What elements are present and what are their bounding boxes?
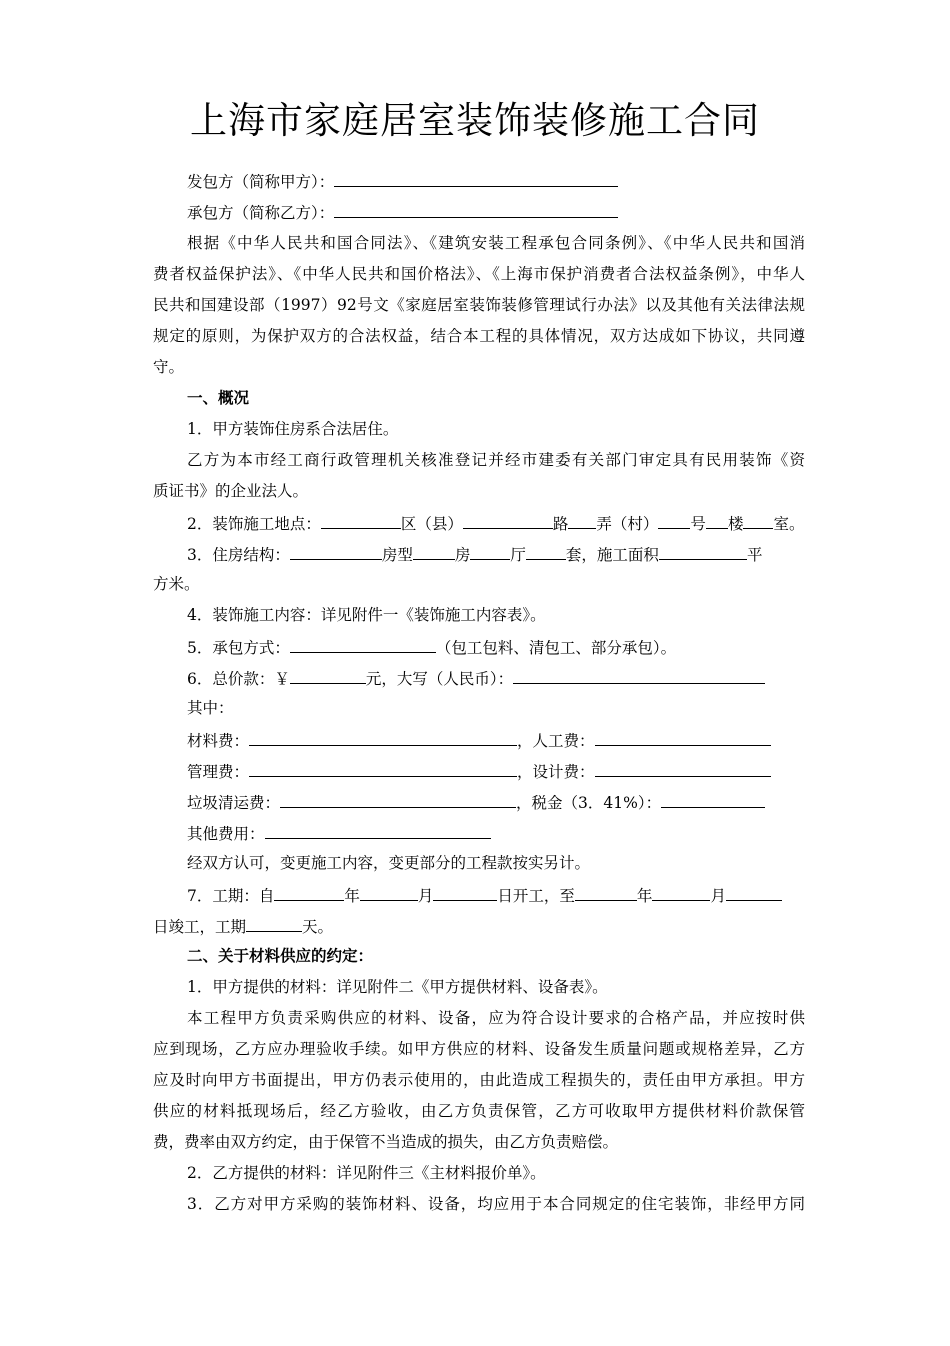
total-price-words-label: 元，大写（人民币）： bbox=[365, 670, 514, 688]
item-1-note: 乙方为本市经工商行政管理机关核准登记并经市建委有关部门审定具有民用装饰《资 bbox=[187, 451, 805, 469]
room-blank[interactable] bbox=[743, 512, 773, 529]
address-label: 2．装饰施工地点： bbox=[187, 515, 321, 533]
total-price-words-blank[interactable] bbox=[513, 667, 765, 684]
party-a-blank[interactable] bbox=[334, 170, 618, 187]
month-label: 月 bbox=[710, 887, 726, 905]
party-a-line bbox=[187, 170, 847, 192]
item-4: 4．装饰施工内容：详见附件一《装饰施工内容表》。 bbox=[187, 606, 546, 624]
labor-fee-blank[interactable] bbox=[595, 729, 771, 746]
party-b-line bbox=[187, 201, 847, 223]
labor-fee-label: ，人工费： bbox=[517, 732, 595, 750]
year-label: 年 bbox=[636, 887, 653, 905]
contract-type-label: 5．承包方式： bbox=[187, 639, 290, 657]
material-fee-label: 材料费： bbox=[187, 732, 250, 750]
preamble-line: 民共和国建设部（1997）92号文《家庭居室装饰装修管理试行办法》以及其他有关法律法规 bbox=[153, 296, 805, 314]
design-fee-blank[interactable] bbox=[595, 760, 771, 777]
party-b-label: 承包方（简称乙方）： bbox=[187, 204, 335, 222]
item-2-3: 3．乙方对甲方采购的装饰材料、设备，均应用于本合同规定的住宅装饰，非经甲方同 bbox=[187, 1195, 805, 1213]
days-blank[interactable] bbox=[246, 915, 302, 932]
building-label: 楼 bbox=[727, 515, 744, 533]
among-label: 其中： bbox=[187, 699, 234, 717]
structure-label: 3．住房结构： bbox=[187, 546, 290, 564]
end-day-blank[interactable] bbox=[726, 884, 782, 901]
garbage-fee-label: 垃圾清运费： bbox=[187, 794, 281, 812]
start-day-blank[interactable] bbox=[433, 884, 497, 901]
item-7-period bbox=[187, 884, 847, 906]
number-blank[interactable] bbox=[658, 512, 690, 529]
item-2-1: 1．甲方提供的材料：详见附件二《甲方提供材料、设备表》。 bbox=[187, 978, 608, 996]
period-label: 7．工期：自 bbox=[187, 887, 275, 905]
item-2-address bbox=[187, 512, 847, 534]
start-year-blank[interactable] bbox=[274, 884, 344, 901]
item-2-1-note: 费，费率由双方约定，由于保管不当造成的损失，由乙方负责赔偿。 bbox=[153, 1133, 619, 1151]
type-blank[interactable] bbox=[290, 543, 382, 560]
area-unit: 平 bbox=[746, 546, 763, 564]
halls-label: 厅 bbox=[510, 546, 526, 564]
preamble-line: 守。 bbox=[153, 358, 185, 376]
item-2-1-note: 本工程甲方负责采购供应的材料、设备，应为符合设计要求的合格产品，并应按时供 bbox=[187, 1009, 805, 1027]
item-6 bbox=[187, 667, 847, 689]
party-b-blank[interactable] bbox=[334, 201, 618, 218]
area-blank[interactable] bbox=[659, 543, 747, 560]
change-note: 经双方认可，变更施工内容，变更部分的工程款按实另计。 bbox=[187, 854, 591, 872]
management-fee-blank[interactable] bbox=[249, 760, 517, 777]
end-year-blank[interactable] bbox=[575, 884, 637, 901]
preamble-line: 费者权益保护法》、《中华人民共和国价格法》、《上海市保护消费者合法权益条例》，中华人 bbox=[153, 265, 805, 283]
rooms-label: 房 bbox=[454, 546, 471, 564]
garbage-fee-blank[interactable] bbox=[280, 791, 516, 808]
month-label: 月 bbox=[417, 887, 434, 905]
end-label: 日竣工，工期 bbox=[153, 918, 247, 936]
other-fee-blank[interactable] bbox=[265, 822, 491, 839]
party-a-label: 发包方（简称甲方）： bbox=[187, 173, 335, 191]
contract-type-options: （包工包料、清包工、部分承包）。 bbox=[435, 639, 677, 657]
preamble-line: 根据《中华人民共和国合同法》、《建筑安装工程承包合同条例》、《中华人民共和国消 bbox=[187, 234, 805, 252]
days-label: 天。 bbox=[302, 918, 334, 936]
item-2-1-note: 应及时向甲方书面提出，甲方仍表示使用的，由此造成工程损失的，责任由甲方承担。甲方 bbox=[153, 1071, 805, 1089]
material-fee-blank[interactable] bbox=[249, 729, 517, 746]
total-price-label: 6．总价款：￥ bbox=[187, 670, 290, 688]
page-title: 上海市家庭居室装饰装修施工合同 bbox=[190, 99, 760, 142]
garbage-tax-line bbox=[187, 791, 847, 813]
lane-label: 弄（村） bbox=[596, 515, 659, 533]
end-month-blank[interactable] bbox=[652, 884, 710, 901]
other-fee-label: 其他费用： bbox=[187, 825, 265, 843]
building-blank[interactable] bbox=[706, 512, 728, 529]
section1-heading: 一、概况 bbox=[187, 388, 250, 407]
year-label: 年 bbox=[344, 887, 360, 905]
road-blank[interactable] bbox=[463, 512, 553, 529]
area-label: 套，施工面积 bbox=[565, 546, 659, 564]
room-label: 室。 bbox=[773, 515, 805, 533]
other-fee-line bbox=[187, 822, 847, 844]
item-2-1-note: 应到现场，乙方应办理验收手续。如甲方供应的材料、设备发生质量问题或规格差异，乙方 bbox=[153, 1040, 805, 1058]
management-fee-label: 管理费： bbox=[187, 763, 250, 781]
item-3-unit: 方米。 bbox=[153, 575, 200, 593]
road-label: 路 bbox=[552, 515, 569, 533]
item-1: 1．甲方装饰住房系合法居住。 bbox=[187, 420, 399, 438]
material-labor-line bbox=[187, 729, 847, 751]
preamble-line: 规定的原则，为保护双方的合法权益，结合本工程的具体情况，双方达成如下协议，共同遵 bbox=[153, 327, 805, 345]
district-blank[interactable] bbox=[321, 512, 401, 529]
item-2-1-note: 供应的材料抵现场后，经乙方验收，由乙方负责保管，乙方可收取甲方提供材料价款保管 bbox=[153, 1102, 805, 1120]
item-2-2: 2．乙方提供的材料：详见附件三《主材料报价单》。 bbox=[187, 1164, 546, 1182]
tax-blank[interactable] bbox=[661, 791, 765, 808]
district-label: 区（县） bbox=[400, 515, 463, 533]
section2-heading: 二、关于材料供应的约定： bbox=[187, 946, 374, 965]
total-price-blank[interactable] bbox=[290, 667, 366, 684]
rooms-blank[interactable] bbox=[413, 543, 455, 560]
tax-label: ，税金（3．41%）： bbox=[516, 794, 662, 812]
item-3-structure bbox=[187, 543, 847, 565]
item-5 bbox=[187, 636, 847, 658]
management-design-line bbox=[187, 760, 847, 782]
item-7-end bbox=[153, 915, 813, 937]
item-1-note: 质证书》的企业法人。 bbox=[153, 482, 309, 500]
start-month-blank[interactable] bbox=[360, 884, 418, 901]
sets-blank[interactable] bbox=[526, 543, 566, 560]
design-fee-label: ，设计费： bbox=[517, 763, 595, 781]
type-label: 房型 bbox=[381, 546, 413, 564]
contract-type-blank[interactable] bbox=[290, 636, 436, 653]
halls-blank[interactable] bbox=[470, 543, 510, 560]
number-label: 号 bbox=[690, 515, 706, 533]
lane-blank[interactable] bbox=[568, 512, 596, 529]
start-label: 日开工，至 bbox=[497, 887, 575, 905]
